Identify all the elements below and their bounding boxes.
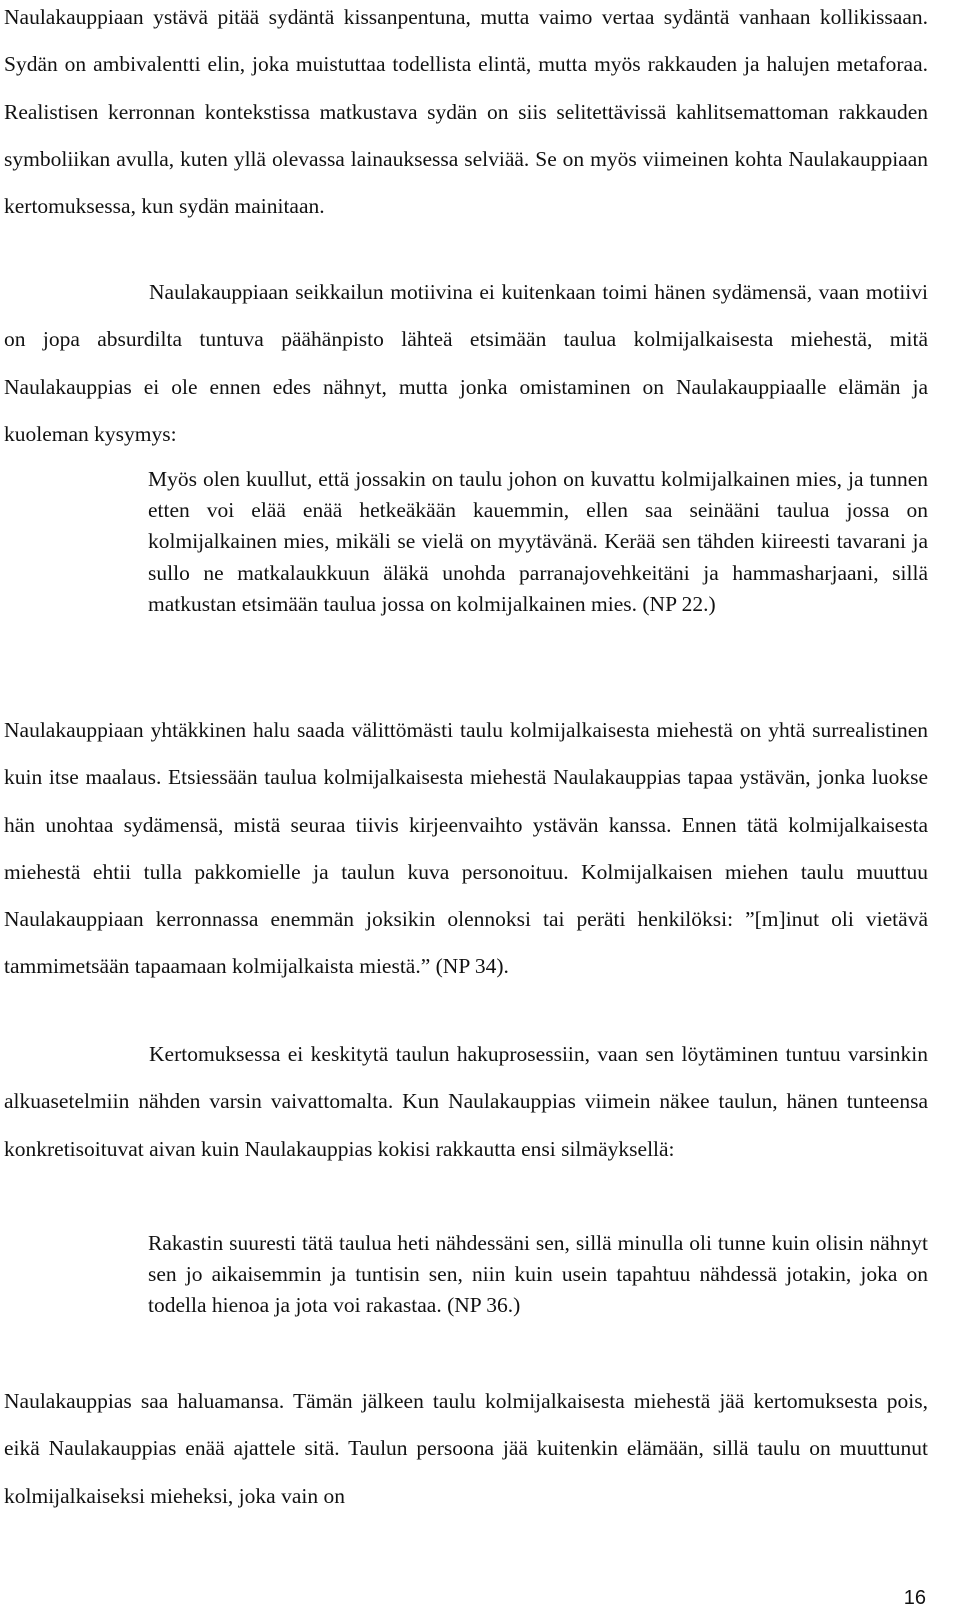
block-quote: Rakastin suuresti tätä taulua heti nähdessäni sen, sillä minulla oli tunne kuin olisin nähnyt sen jo aikaisemmin ja tuntisin sen, niin kuin usein tapahtuu nähdessä jotakin, joka on todella hienoa ja jota voi rakastaa. (NP 36.): [148, 1231, 928, 1318]
block-quote: Myös olen kuullut, että jossakin on taulu johon on kuvattu kolmijalkainen mies, ja tunnen etten voi elää enää hetkeäkään kauemmin, ellen saa seinääni taulua jossa on kolmijalkainen mies, mikäli se vielä on myytävänä. Kerää sen tähden kiireesti tavarani ja sullo ne matkalaukkuun äläkä unohda parranajovehkeitäni ja hammasharjaani, sillä matkustan etsimään taulua jossa on kolmijalkainen mies. (NP 22.): [148, 467, 928, 616]
page-number: 16: [903, 1587, 926, 1609]
body-paragraph: Naulakauppiaan ystävä pitää sydäntä kissanpentuna, mutta vaimo vertaa sydäntä vanhaan kollikissaan. Sydän on ambivalentti elin, joka muistuttaa todellista elintä, mutta myös rakkauden ja halujen metaforaa. Realistisen kerronnan kontekstissa matkustava sydän on siis selitettävissä kahlitsemattoman rakkauden symboliikan avulla, kuten yllä olevassa lainauksessa selviää. Se on myös viimeinen kohta Naulakauppiaan kertomuksessa, kun sydän mainitaan.: [4, 5, 928, 219]
body-paragraph: Naulakauppiaan seikkailun motiivina ei kuitenkaan toimi hänen sydämensä, vaan motiivi on jopa absurdilta tuntuva päähänpisto lähteä etsimään taulua kolmijalkaisesta miehestä, mitä Naulakauppias ei ole ennen edes nähnyt, mutta jonka omistaminen on Naulakauppiaalle elämän ja kuoleman kysymys:: [4, 280, 928, 446]
body-paragraph: Naulakauppias saa haluamansa. Tämän jälkeen taulu kolmijalkaisesta miehestä jää kertomuksesta pois, eikä Naulakauppias enää ajattele sitä. Taulun persoona jää kuitenkin elämään, sillä taulu on muuttunut kolmijalkaiseksi mieheksi, joka vain on: [4, 1389, 928, 1508]
body-paragraph: Naulakauppiaan yhtäkkinen halu saada välittömästi taulu kolmijalkaisesta miehestä on yhtä surrealistinen kuin itse maalaus. Etsiessään taulua kolmijalkaisesta miehestä Naulakauppias tapaa ystävän, jonka luokse hän unohtaa sydämensä, mistä seuraa tiivis kirjeenvaihto ystävän kanssa. Ennen tätä kolmijalkaisesta miehestä ehtii tulla pakkomielle ja taulun kuva personoituu. Kolmijalkaisen miehen taulu muuttuu Naulakauppiaan kerronnassa enemmän joksikin olennoksi tai peräti henkilöksi: ”[m]inut oli vietävä tammimetsään tapaamaan kolmijalkaista miestä.” (NP 34).: [4, 718, 928, 979]
body-paragraph: Kertomuksessa ei keskitytä taulun hakuprosessiin, vaan sen löytäminen tuntuu varsinkin alkuasetelmiin nähden varsin vaivattomalta. Kun Naulakauppias viimein näkee taulun, hänen tunteensa konkretisoituvat aivan kuin Naulakauppias kokisi rakkautta ensi silmäyksellä:: [4, 1042, 928, 1161]
